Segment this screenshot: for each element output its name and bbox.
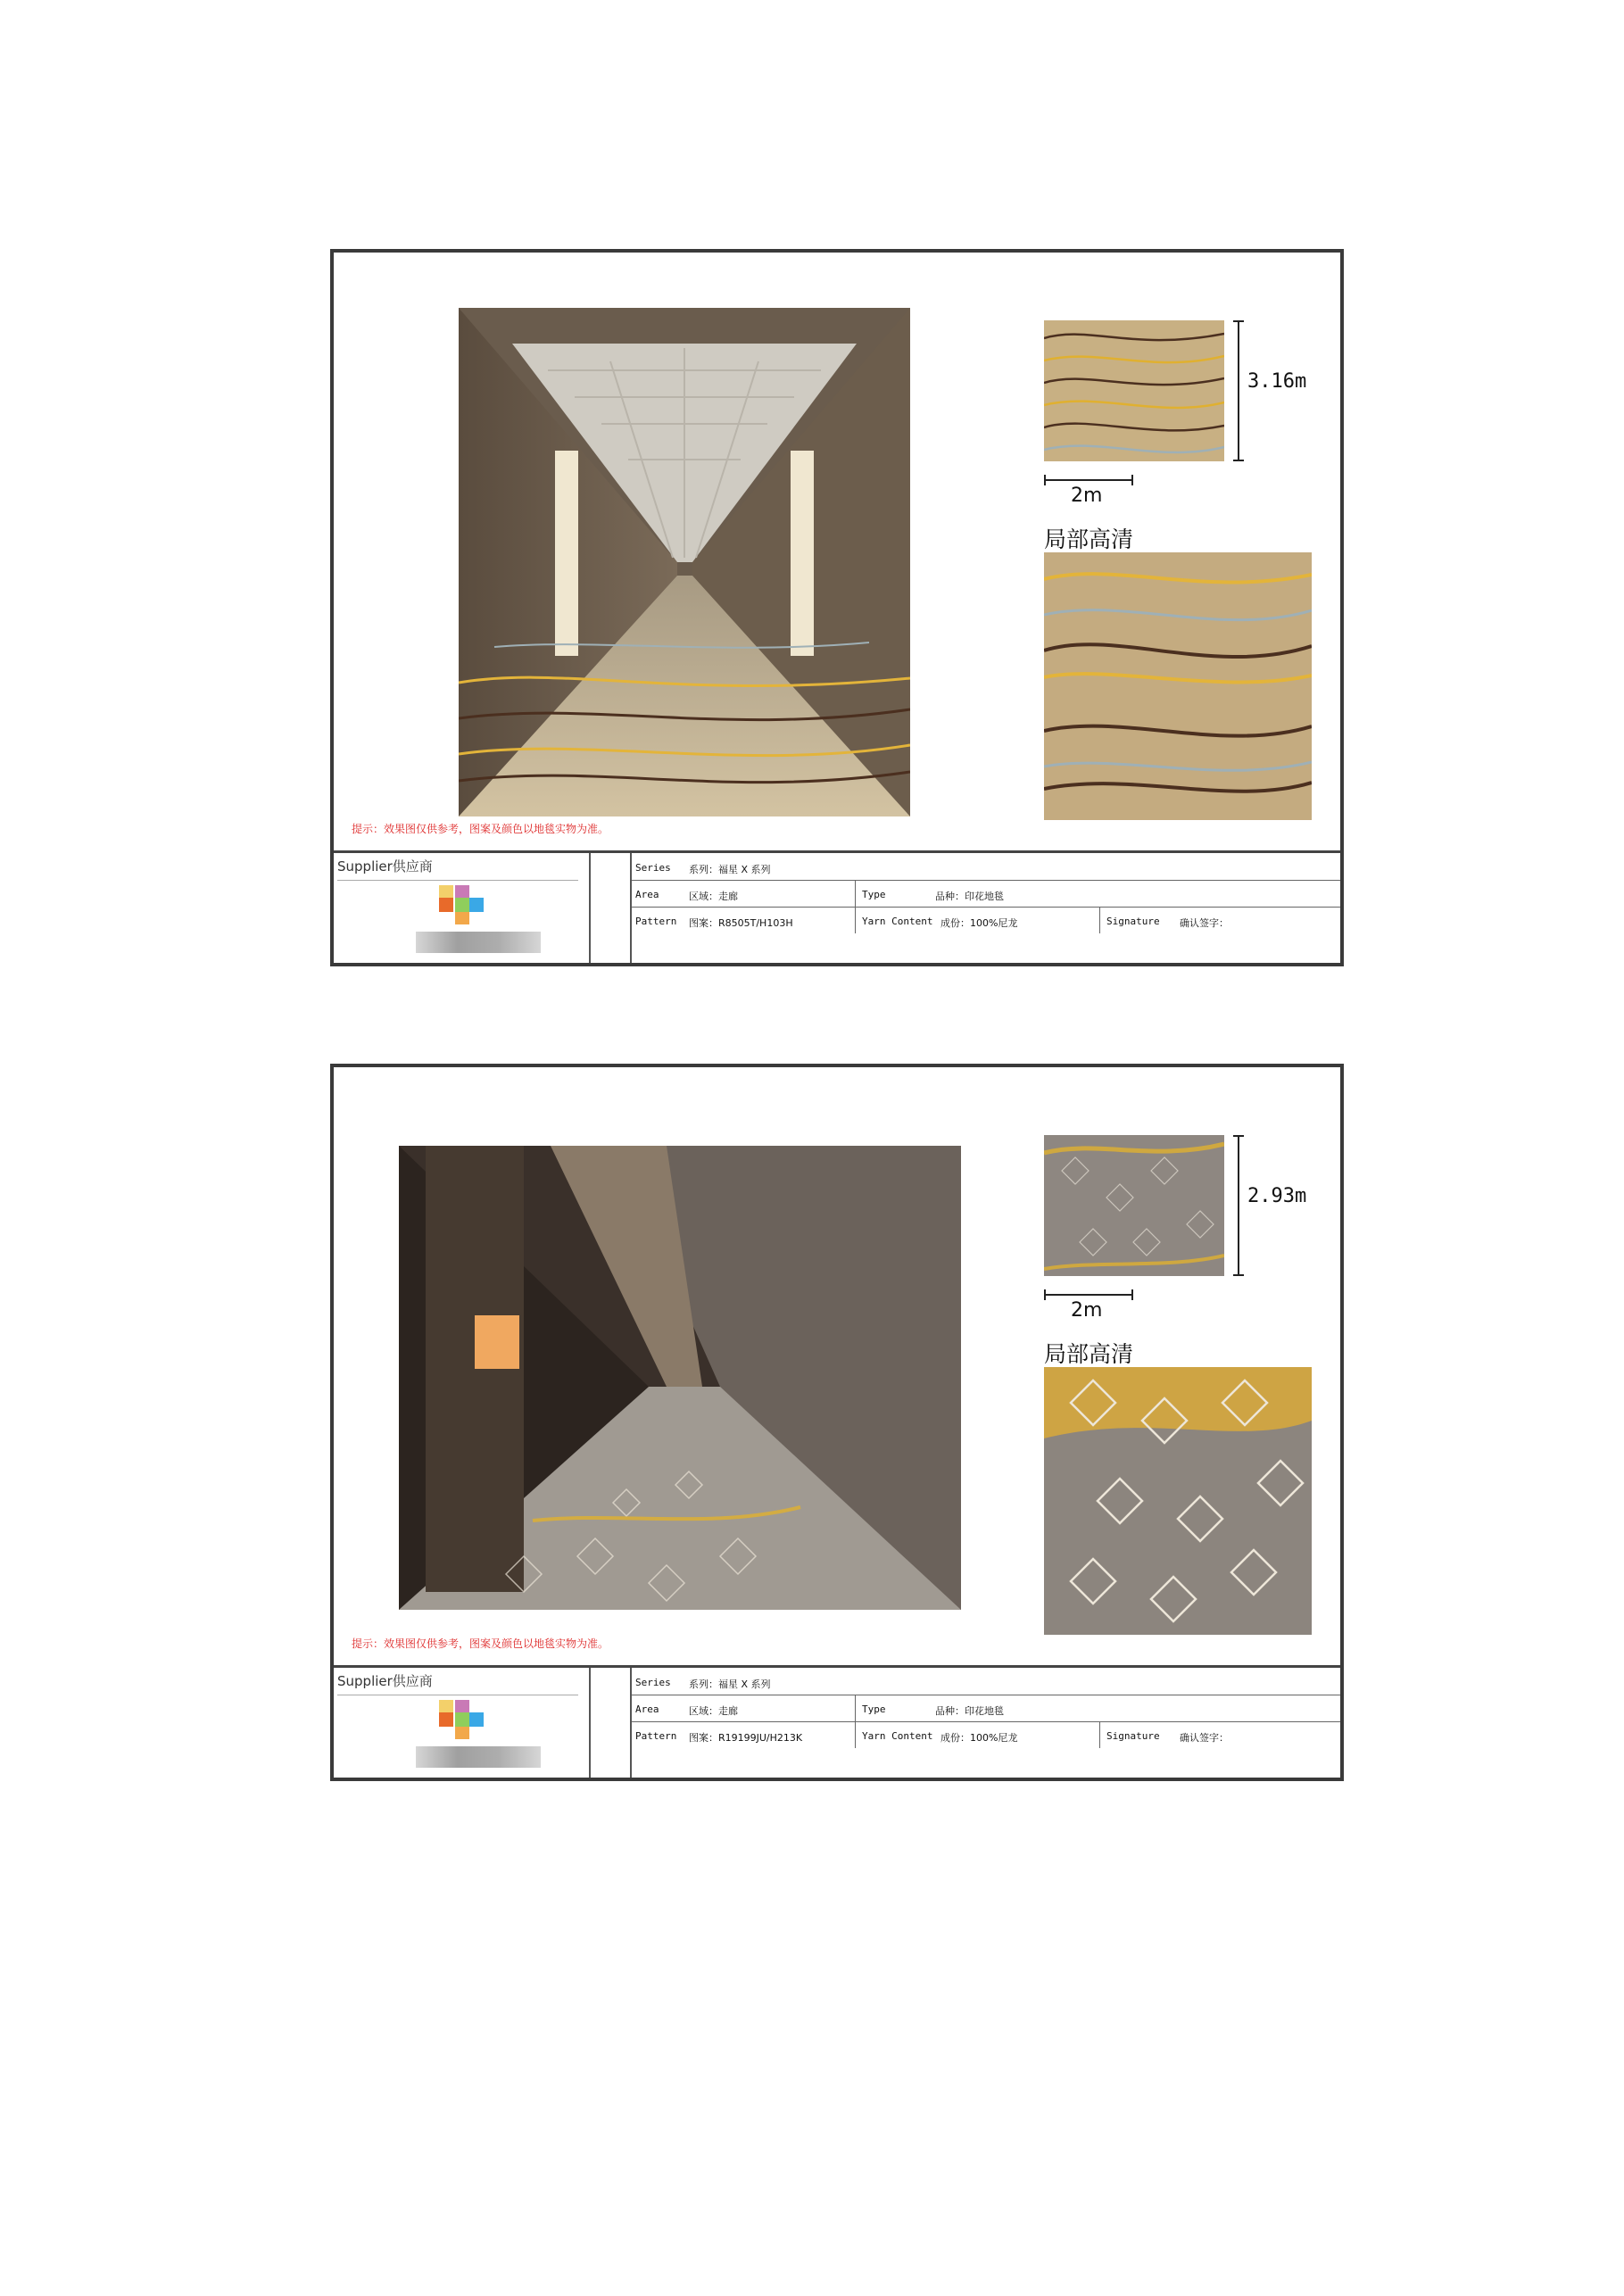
width-dimension-line	[1044, 1294, 1133, 1296]
spec-sheet-1	[330, 249, 1344, 966]
divider	[855, 1721, 856, 1748]
pattern-row	[632, 907, 1340, 933]
series-row	[632, 853, 1340, 881]
supplier-cell	[334, 1668, 591, 1778]
divider	[337, 880, 578, 881]
type-label: Type	[862, 1703, 886, 1715]
divider	[1099, 1721, 1100, 1748]
yarn-label: Yarn Content	[862, 1730, 933, 1742]
pattern-value: 图案：R19199JU/H213K	[689, 1732, 803, 1744]
area-value: 区域：走廊	[689, 1705, 738, 1717]
corridor-rendering-image	[459, 308, 910, 816]
divider	[1099, 907, 1100, 933]
signature-label: Signature	[1106, 916, 1160, 927]
type-value: 品种：印花地毯	[935, 1705, 1004, 1717]
carpet-detail-image	[1044, 552, 1312, 820]
height-dimension-line	[1238, 1135, 1239, 1276]
spec-table	[630, 1668, 1340, 1778]
signature-value: 确认签字：	[1180, 1732, 1229, 1744]
swatch-width-label: 2m	[1071, 485, 1103, 507]
supplier-label: Supplier供应商	[337, 858, 433, 874]
divider	[855, 880, 856, 907]
series-label: Series	[635, 1677, 671, 1688]
supplier-logo-icon	[439, 1700, 485, 1739]
disclaimer-note: 提示：效果图仅供参考，图案及颜色以地毯实物为准。	[352, 823, 609, 835]
carpet-swatch-image	[1044, 1135, 1224, 1276]
swatch-height-label: 3.16m	[1247, 370, 1307, 393]
swatch-width-label: 2m	[1071, 1299, 1103, 1322]
type-value: 品种：印花地毯	[935, 891, 1004, 902]
corridor-rendering-image	[399, 1146, 961, 1610]
supplier-label: Supplier供应商	[337, 1673, 433, 1689]
swatch-height-label: 2.93m	[1247, 1185, 1307, 1207]
pattern-label: Pattern	[635, 916, 677, 927]
yarn-value: 成份：100%尼龙	[940, 1732, 1018, 1744]
pattern-value: 图案：R8505T/H103H	[689, 917, 793, 929]
height-dimension-line	[1238, 320, 1239, 461]
area-value: 区域：走廊	[689, 891, 738, 902]
area-row	[632, 880, 1340, 908]
yarn-value: 成份：100%尼龙	[940, 917, 1018, 929]
series-row	[632, 1668, 1340, 1695]
detail-title: 局部高清	[1044, 1341, 1134, 1367]
pattern-label: Pattern	[635, 1730, 677, 1742]
title-block	[334, 850, 1340, 963]
signature-label: Signature	[1106, 1730, 1160, 1742]
supplier-logo-icon	[439, 885, 485, 924]
area-label: Area	[635, 1703, 659, 1715]
signature-value: 确认签字：	[1180, 917, 1229, 929]
supplier-name-redacted	[416, 1746, 541, 1768]
series-label: Series	[635, 862, 671, 874]
series-value: 系列：福星 X 系列	[689, 1678, 771, 1690]
divider	[855, 907, 856, 933]
disclaimer-note: 提示：效果图仅供参考，图案及颜色以地毯实物为准。	[352, 1637, 609, 1650]
spec-sheet-2	[330, 1064, 1344, 1781]
spec-table	[630, 853, 1340, 963]
title-block	[334, 1665, 1340, 1778]
series-value: 系列：福星 X 系列	[689, 864, 771, 875]
yarn-label: Yarn Content	[862, 916, 933, 927]
divider	[855, 1695, 856, 1721]
pattern-row	[632, 1721, 1340, 1748]
width-dimension-line	[1044, 479, 1133, 481]
supplier-cell	[334, 853, 591, 963]
type-label: Type	[862, 889, 886, 900]
supplier-name-redacted	[416, 932, 541, 953]
area-row	[632, 1695, 1340, 1722]
area-label: Area	[635, 889, 659, 900]
carpet-detail-image	[1044, 1367, 1312, 1635]
detail-title: 局部高清	[1044, 526, 1134, 552]
carpet-swatch-image	[1044, 320, 1224, 461]
